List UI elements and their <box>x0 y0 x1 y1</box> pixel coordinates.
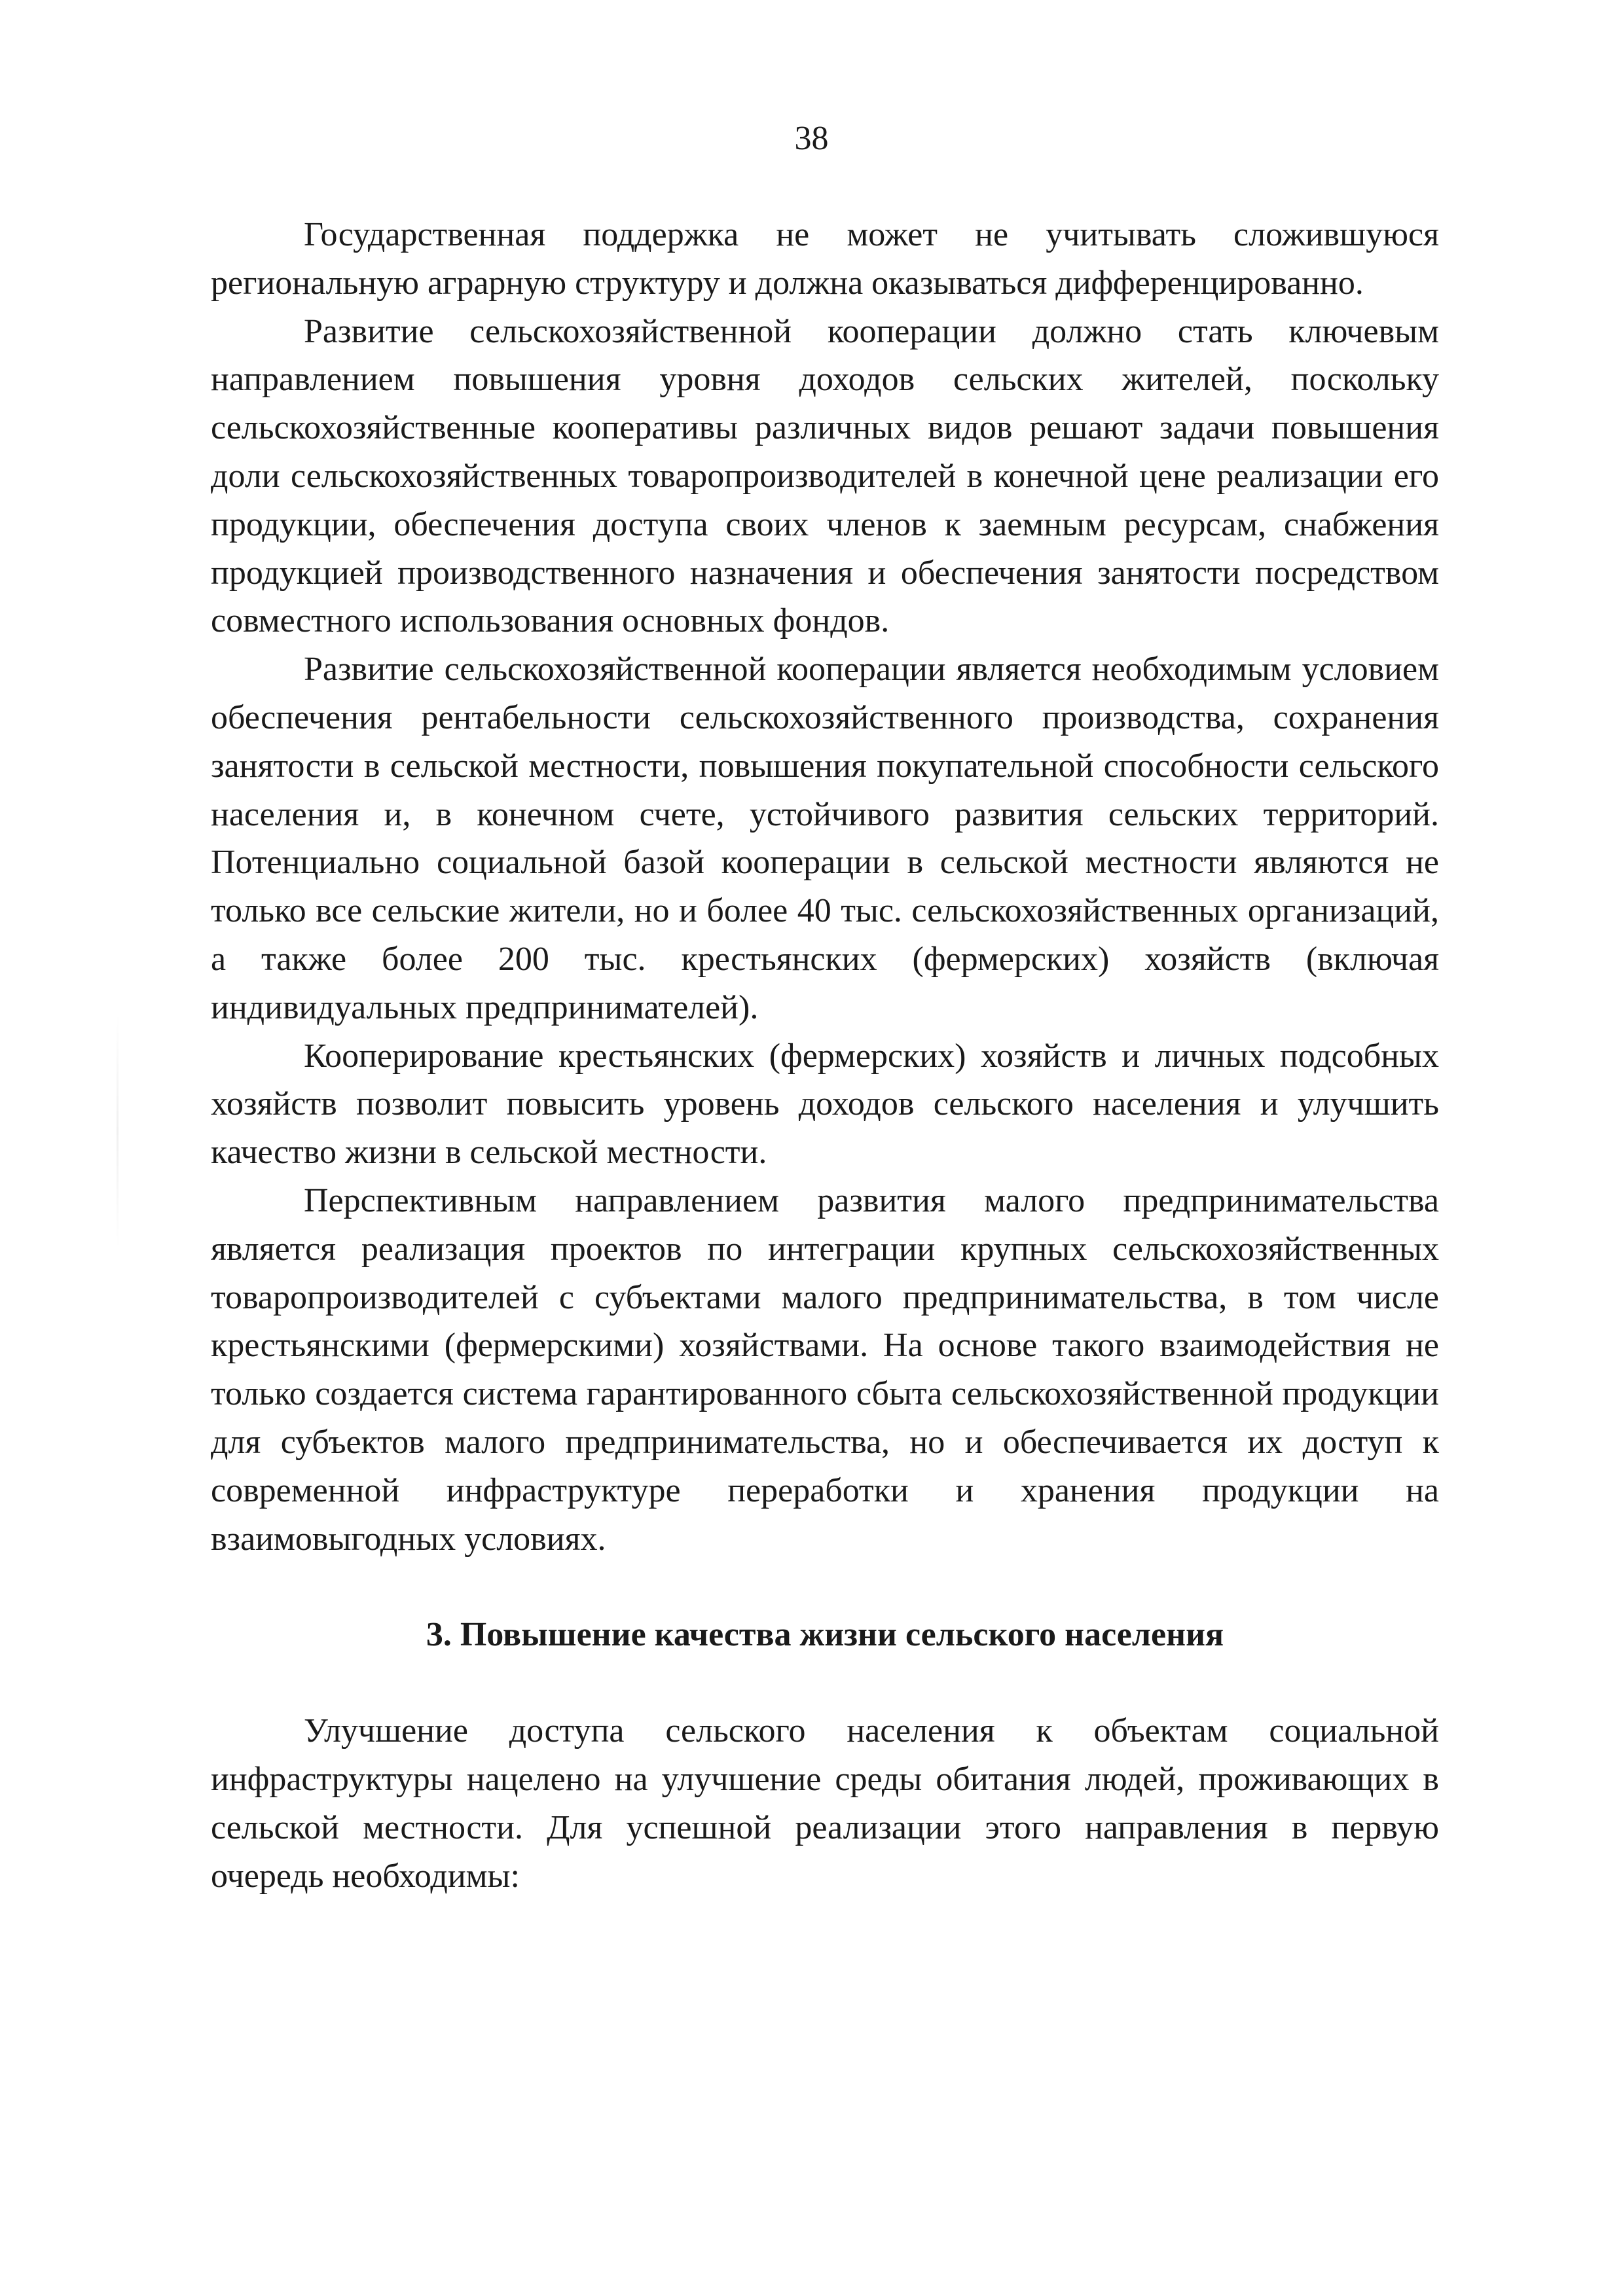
paragraph-farm-cooperation: Кооперирование крестьянских (фермерских) хозяйств и личных подсобных хозяйств позволит повысить уровень доходов сельского населения и улучшить качество жизни в сельской местности. <box>211 1037 1439 1172</box>
paragraph-cooperation-condition: Развитие сельскохозяйственной кооперации является необходимым условием обеспечения рентабельности сельскохозяйственного производства, сохранения занятости в сельской местности, повышения покупательной способности сельского населения и, в конечном счете, устойчивого развития сельских территорий. Потенциально социальной базой кооперации в сельской местности являются не только все сельские жители, но и более 40 тыс. сельскохозяйственных организаций, а также более 200 тыс. крестьянских (фермерских) хозяйств (включая индивидуальных предпринимателей). <box>211 651 1439 1026</box>
paragraph-social-infrastructure: Улучшение доступа сельского населения к объектам социальной инфраструктуры нацелено на улучшение среды обитания людей, проживающих в сельской местности. Для успешной реализации этого направления в первую очередь необходимы: <box>211 1712 1439 1895</box>
paragraph-cooperation-income: Развитие сельскохозяйственной кооперации должно стать ключевым направлением повышения уровня доходов сельских жителей, поскольку сельскохозяйственные кооперативы различных видов решают задачи повышения доли сельскохозяйственных товаропроизводителей в конечной цене реализации его продукции, обеспечения доступа своих членов к заемным ресурсам, снабжения продукцией производственного назначения и обеспечения занятости посредством совместного использования основных фондов. <box>211 312 1439 640</box>
document-body <box>211 211 1439 1901</box>
section-heading: 3. Повышение качества жизни сельского населения <box>426 1616 1224 1654</box>
paragraph-small-business: Перспективным направлением развития малого предпринимательства является реализация проектов по интеграции крупных сельскохозяйственных товаропроизводителей с субъектами малого предпринимательства, в том числе крестьянскими (фермерскими) хозяйствами. На основе такого взаимодействия не только создается система гарантированного сбыта сельскохозяйственной продукции для субъектов малого предпринимательства, но и обеспечивается их доступ к современной инфраструктуре переработки и хранения продукции на взаимовыгодных условиях. <box>211 1181 1439 1558</box>
paragraph-state-support: Государственная поддержка не может не учитывать сложившуюся региональную аграрную структуру и должна оказываться дифференцированно. <box>211 216 1439 302</box>
scan-artifact <box>117 1013 119 1249</box>
page-number: 38 <box>794 120 829 157</box>
